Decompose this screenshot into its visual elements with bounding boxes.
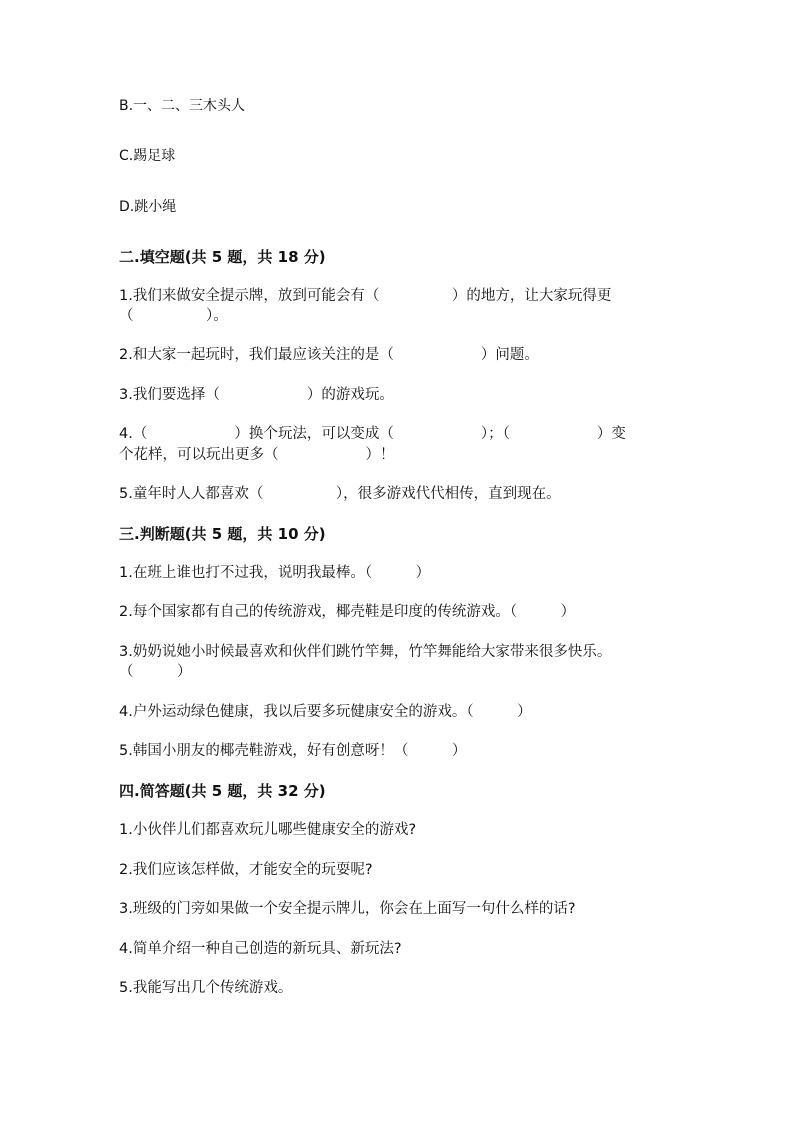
section-fill-blank-heading: 二.填空题(共 5 题，共 18 分) [119, 248, 326, 266]
sa-q4: 4.简单介绍一种自己创造的新玩具、新玩法? [119, 941, 402, 957]
fill-q4-line2: 个花样，可以玩出更多（ ）！ [119, 447, 395, 463]
option-d: D.跳小绳 [119, 199, 177, 215]
option-b: B.一、二、三木头人 [119, 98, 246, 114]
tf-q2: 2.每个国家都有自己的传统游戏，椰壳鞋是印度的传统游戏。（ ） [119, 604, 576, 620]
option-c: C.踢足球 [119, 148, 176, 164]
tf-q3-line2: （ ） [119, 664, 192, 680]
fill-q1-line1: 1.我们来做安全提示牌，放到可能会有（ ）的地方，让大家玩得更 [119, 288, 612, 304]
fill-q2: 2.和大家一起玩时，我们最应该关注的是（ ）问题。 [119, 347, 539, 363]
fill-q5: 5.童年时人人都喜欢（ ），很多游戏代代相传，直到现在。 [119, 486, 561, 502]
sa-q5: 5.我能写出几个传统游戏。 [119, 980, 293, 996]
tf-q4: 4.户外运动绿色健康，我以后要多玩健康安全的游戏。（ ） [119, 704, 532, 720]
sa-q3: 3.班级的门旁如果做一个安全提示牌儿，你会在上面写一句什么样的话? [119, 901, 576, 917]
fill-q3: 3.我们要选择（ ）的游戏玩。 [119, 387, 394, 403]
sa-q1: 1.小伙伴儿们都喜欢玩儿哪些健康安全的游戏? [119, 822, 417, 838]
section-short-answer-heading: 四.简答题(共 5 题，共 32 分) [119, 782, 326, 800]
section-true-false-heading: 三.判断题(共 5 题，共 10 分) [119, 525, 326, 543]
tf-q5: 5.韩国小朋友的椰壳鞋游戏，好有创意呀！（ ） [119, 743, 467, 759]
fill-q1-line2: （ ）。 [119, 308, 228, 324]
sa-q2: 2.我们应该怎样做，才能安全的玩耍呢? [119, 862, 373, 878]
tf-q3-line1: 3.奶奶说她小时候最喜欢和伙伴们跳竹竿舞，竹竿舞能给大家带来很多快乐。 [119, 644, 612, 660]
fill-q4-line1: 4.（ ）换个玩法，可以变成（ ）；（ ）变 [119, 426, 626, 442]
tf-q1: 1.在班上谁也打不过我，说明我最棒。（ ） [119, 565, 431, 581]
